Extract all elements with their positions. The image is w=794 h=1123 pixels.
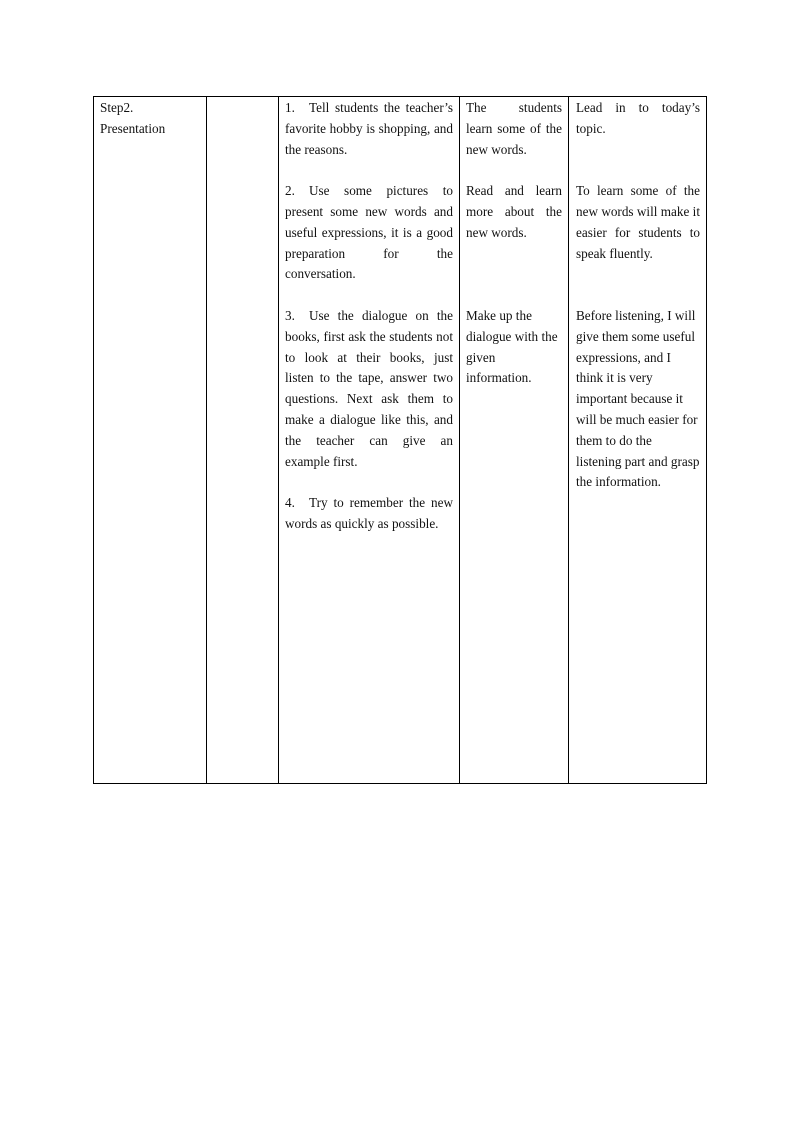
lesson-plan-table — [93, 96, 707, 784]
student-activity-3: Make up the dialogue with the given information. — [466, 307, 558, 386]
student-activities-cell — [460, 97, 569, 784]
empty-cell — [207, 97, 279, 784]
item-number: 3. — [285, 307, 295, 323]
purpose-cell — [569, 97, 707, 784]
teacher-activities-cell — [279, 97, 460, 784]
student-activity-2: Read and learn more about the new words. — [466, 183, 562, 240]
purpose-3: Before listening, I will give them some useful expressions, and I think it is very important because it will be much easier for them to do the listening part and grasp the information. — [576, 307, 700, 490]
student-activity-1: The students learn some of the new words. — [466, 100, 562, 157]
step-cell — [94, 97, 207, 784]
empty-cell-text — [207, 97, 278, 98]
item-text: Tell students the teacher’s favorite hobby is shopping, and the reasons. — [285, 100, 453, 157]
teacher-activity-4 — [285, 493, 453, 535]
step-title: Presentation — [100, 120, 166, 136]
item-number: 1. — [285, 100, 295, 115]
item-text: Use some pictures to present some new words and useful expressions, it is a good preparation for the conversation. — [285, 183, 453, 282]
teacher-activity-3 — [285, 306, 453, 472]
purpose-1: Lead in to today’s topic. — [576, 100, 700, 136]
table-row — [94, 97, 707, 784]
item-number: 4. — [285, 495, 295, 511]
item-number: 2. — [285, 183, 295, 199]
item-text: Try to remember the new words as quickly as possible. — [285, 495, 453, 531]
item-text: Use the dialogue on the books, first ask the students not to look at their books, just listen to the tape, answer two questions. Next ask them to make a dialogue like this, and the teacher can give an example first. — [285, 307, 453, 469]
teacher-activity-1 — [285, 98, 453, 160]
step-label: Step2. — [100, 100, 134, 115]
purpose-2: To learn some of the new words will make it easier for students to speak fluently. — [576, 183, 700, 261]
teacher-activity-2 — [285, 181, 453, 285]
